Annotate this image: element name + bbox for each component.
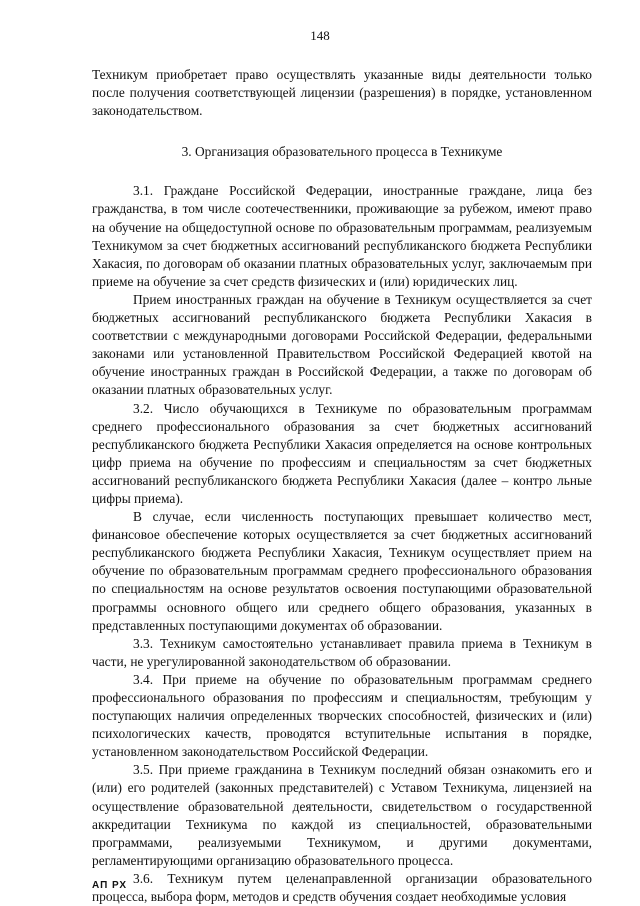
document-body — [92, 66, 592, 906]
paragraph-excess-applicants: В случае, если численность поступающих превышает количество мест, финансовое обеспечение которых осуществляется за счет бюджетных ассигнований республиканского бюджета Республики Хакасия, Техникум осуществляет прием на обучение по образовательным программам среднего профессионального образования по специальностям на основе результатов освоения поступающими образовательной программы основного общего или среднего общего образования, указанных в представленных поступающими документах об образовании. — [92, 509, 592, 633]
paragraph-3-5: 3.5. При приеме гражданина в Техникум последний обязан ознакомить его и (или) его родителей (законных представителей) с Уставом Техникума, лицензией на осуществление образовательной деятельности, свидетельством о государственной аккредитации Техникума по каждой из специальностей, образовательными программами, реализуемыми Техникумом, и другими документами, регламентирующими организацию образовательного процесса. — [92, 762, 592, 868]
section-heading: 3. Организация образовательного процесса в Техникуме — [181, 144, 503, 160]
paragraph-3-1: 3.1. Граждане Российской Федерации, иностранные граждане, лица без гражданства, в том числе соотечественники, проживающие за рубежом, имеют право на обучение на общедоступной основе по образовательным программам, реализуемым Техникумом за счет бюджетных ассигнований республиканского бюджета Республики Хакасия, по договорам об оказании платных образовательных услуг, заключаемым при приеме на обучение за счет средств физических и (или) юридических лиц. — [92, 183, 592, 289]
paragraph-3-6: 3.6. Техникум путем целенаправленной организации образовательного процесса, выбора форм, методов и средств обучения создает необходимые условия — [92, 870, 592, 905]
paragraph-3-4: 3.4. При приеме на обучение по образовательным программам среднего профессионального образования по профессиям и специальностям, требующим у поступающих наличия определенных творческих способностей, физических и (или) психологических качеств, проводятся вступительные испытания в порядке, установленном законодательством Российской Федерации. — [92, 671, 592, 760]
paragraph-3-2: 3.2. Число обучающихся в Техникуме по образовательным программам среднего профессионального образования за счет бюджетных ассигнований республиканского бюджета Республики Хакасия определяется на основе контрольных цифр приема на обучение по профессиям и специальностям за счет бюджетных ассигнований республиканского бюджета Республики Хакасия (далее – контро льные цифры приема). — [92, 400, 592, 506]
page-number: 148 — [310, 28, 330, 43]
paragraph-3-3: 3.3. Техникум самостоятельно устанавливает правила приема в Техникум в части, не урегулированной законодательством об образовании. — [92, 635, 592, 669]
paragraph-foreign-admission: Прием иностранных граждан на обучение в Техникум осуществляется за счет бюджетных ассигнований республиканского бюджета Республики Хакасия в соответствии с международными договорами Российской Федерации, федеральными законами или установленной Правительством Российской Федерацией квотой на обучение иностранных граждан в Российской Федерации, а также по договорам об оказании платных образовательных услуг. — [92, 291, 592, 398]
footer-stamp: АП РХ — [92, 880, 128, 891]
intro-paragraph: Техникум приобретает право осуществлять указанные виды деятельности только после получения соответствующей лицензии (разрешения) в порядке, установленном законодательством. — [92, 67, 592, 119]
